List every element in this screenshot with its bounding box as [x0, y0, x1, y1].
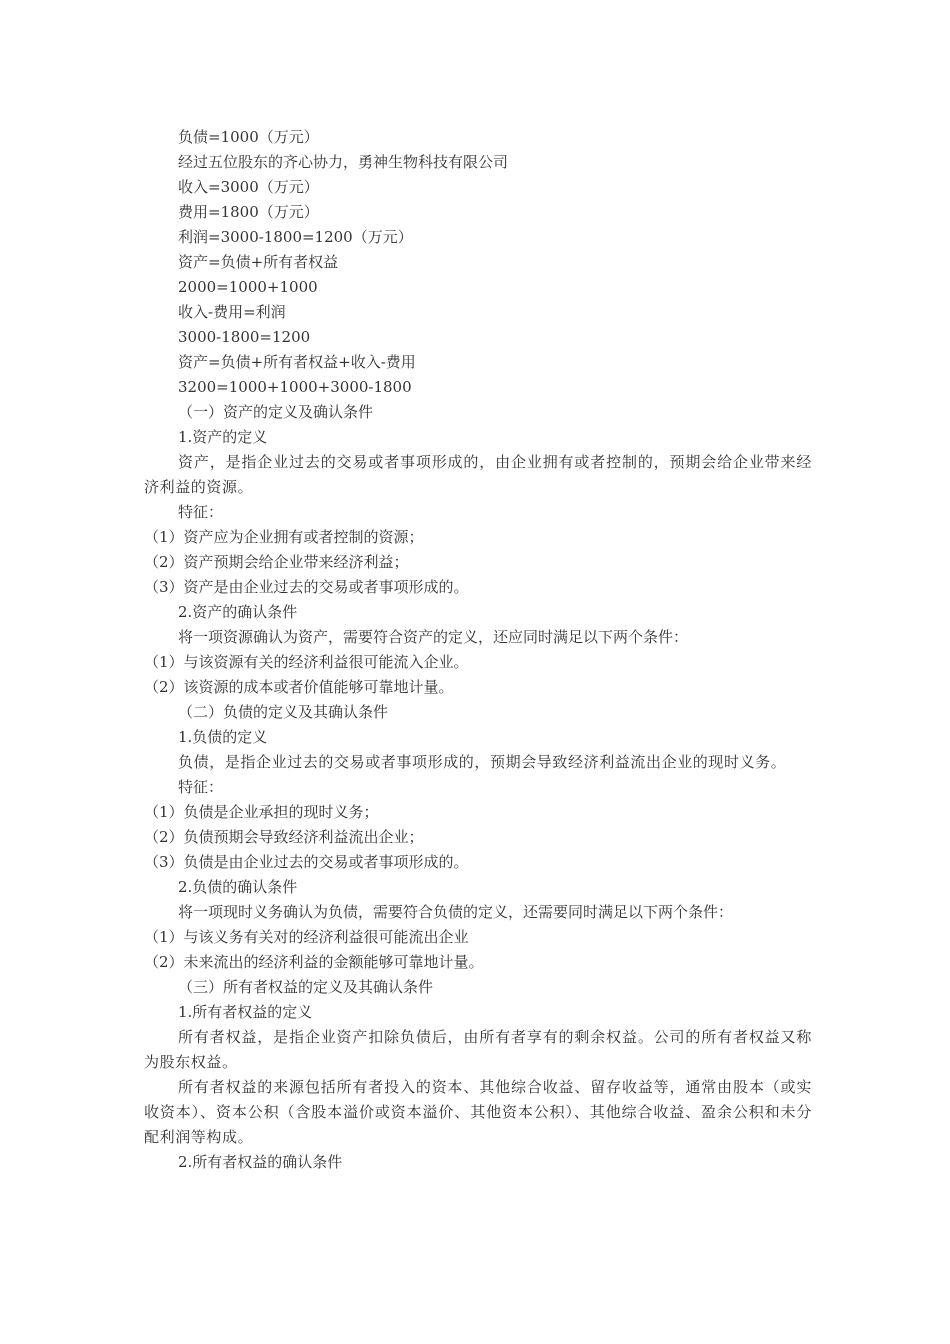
subheading-liability-recognition: 2.负债的确认条件 [178, 878, 298, 896]
profit-equation-line: 收入-费用=利润 [178, 303, 286, 321]
equity-definition-paragraph: 所有者权益，是指企业资产扣除负债后，由所有者享有的剩余权益。公司的所有者权益又称为股东权益。 [144, 1028, 812, 1071]
equation-numbers-line: 2000=1000+1000 [178, 278, 318, 296]
profit-value-line: 利润=3000-1800=1200（万元） [178, 228, 413, 246]
liability-condition-item: （1）与该义务有关对的经济利益很可能流出企业 [144, 928, 469, 946]
accounting-equation-line: 资产=负债+所有者权益 [178, 253, 339, 271]
asset-feature-item: （2）资产预期会给企业带来经济利益； [144, 553, 409, 571]
liability-feature-item: （3）负债是由企业过去的交易或者事项形成的。 [144, 853, 469, 871]
asset-recognition-paragraph: 将一项资源确认为资产，需要符合资产的定义，还应同时满足以下两个条件： [178, 628, 689, 646]
extended-numbers-line: 3200=1000+1000+3000-1800 [178, 378, 412, 396]
subheading-equity-definition: 1.所有者权益的定义 [178, 1003, 313, 1021]
expense-value-line: 费用=1800（万元） [178, 203, 319, 221]
subheading-asset-definition: 1.资产的定义 [178, 428, 268, 446]
subheading-asset-recognition: 2.资产的确认条件 [178, 603, 298, 621]
asset-definition-paragraph: 资产，是指企业过去的交易或者事项形成的，由企业拥有或者控制的，预期会给企业带来经济利益的资源。 [144, 453, 812, 496]
equity-sources-paragraph: 所有者权益的来源包括所有者投入的资本、其他综合收益、留存收益等，通常由股本（或实收资本）、资本公积（含股本溢价或资本溢价、其他资本公积）、其他综合收益、盈余公积和未分配利润等构成。 [144, 1078, 812, 1146]
asset-condition-item: （2）该资源的成本或者价值能够可靠地计量。 [144, 678, 454, 696]
subheading-equity-recognition: 2.所有者权益的确认条件 [178, 1153, 343, 1171]
liability-condition-item: （2）未来流出的经济利益的金额能够可靠地计量。 [144, 953, 484, 971]
liability-feature-item: （1）负债是企业承担的现时义务； [144, 803, 379, 821]
profit-numbers-line: 3000-1800=1200 [178, 328, 311, 346]
asset-feature-item: （1）资产应为企业拥有或者控制的资源； [144, 528, 424, 546]
extended-equation-line: 资产=负债+所有者权益+收入-费用 [178, 353, 416, 371]
subheading-liability-definition: 1.负债的定义 [178, 728, 268, 746]
asset-condition-item: （1）与该资源有关的经济利益很可能流入企业。 [144, 653, 469, 671]
asset-features-label: 特征： [178, 503, 224, 521]
asset-feature-item: （3）资产是由企业过去的交易或者事项形成的。 [144, 578, 469, 596]
liability-feature-item: （2）负债预期会导致经济利益流出企业； [144, 828, 424, 846]
document-body [144, 125, 812, 1175]
liability-value-line: 负债=1000（万元） [178, 128, 319, 146]
liability-features-label: 特征： [178, 778, 224, 796]
company-intro-line: 经过五位股东的齐心协力，勇神生物科技有限公司 [178, 153, 509, 171]
revenue-value-line: 收入=3000（万元） [178, 178, 319, 196]
liability-definition-paragraph: 负债，是指企业过去的交易或者事项形成的，预期会导致经济利益流出企业的现时义务。 [178, 753, 787, 771]
section-heading-equity: （三）所有者权益的定义及其确认条件 [178, 978, 434, 996]
section-heading-liabilities: （二）负债的定义及其确认条件 [178, 703, 389, 721]
liability-recognition-paragraph: 将一项现时义务确认为负债，需要符合负债的定义，还需要同时满足以下两个条件： [178, 903, 734, 921]
section-heading-assets: （一）资产的定义及确认条件 [178, 403, 374, 421]
